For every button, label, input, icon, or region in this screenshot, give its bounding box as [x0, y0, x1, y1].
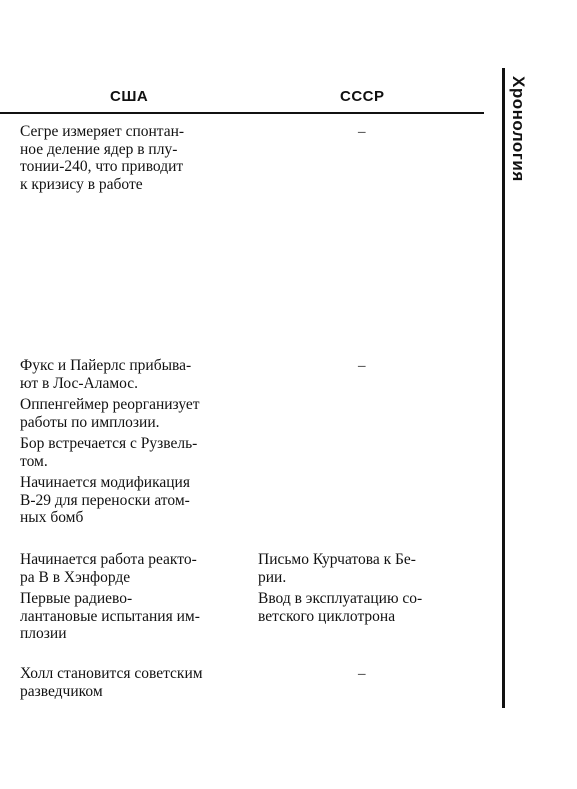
usa-paragraph	[20, 357, 252, 392]
text-line: плозии	[20, 625, 67, 642]
text-line: Сегре измеряет спонтан-	[20, 123, 185, 140]
usa-paragraph	[20, 551, 252, 586]
text-line: разведчиком	[20, 682, 103, 700]
text-line: к кризису в работе	[20, 175, 143, 193]
column-header-ussr: СССР	[340, 88, 385, 105]
side-title: Хронология	[509, 76, 528, 182]
ussr-paragraph	[258, 590, 484, 625]
ussr-paragraph	[258, 551, 484, 586]
usa-entry-1	[20, 123, 252, 197]
ussr-dash-4: –	[358, 666, 366, 682]
usa-paragraph	[20, 123, 252, 193]
text-line: лантановые испытания им-	[20, 607, 200, 625]
text-line: Оппенгеймер реорганизует	[20, 396, 200, 413]
header-rule	[0, 112, 484, 114]
text-line: Ввод в эксплуатацию со-	[258, 590, 423, 607]
usa-entry-2	[20, 357, 252, 531]
usa-paragraph	[20, 665, 252, 700]
text-line: рии.	[258, 568, 287, 586]
usa-paragraph	[20, 590, 252, 643]
usa-paragraph	[20, 474, 252, 527]
text-line: ных бомб	[20, 509, 84, 526]
ussr-dash-2: –	[358, 358, 366, 374]
text-line: B-29 для переноски атом-	[20, 491, 190, 509]
ussr-dash-1: –	[358, 124, 366, 140]
usa-entry-4	[20, 665, 252, 704]
text-line: Письмо Курчатова к Бе-	[258, 551, 416, 568]
text-line: ное деление ядер в плу-	[20, 140, 178, 158]
text-line: ра В в Хэнфорде	[20, 568, 131, 586]
usa-entry-3	[20, 551, 252, 647]
text-line: тонии-240, что приводит	[20, 158, 184, 175]
text-line: работы по имплозии.	[20, 413, 160, 431]
text-line: Фукс и Пайерлс прибыва-	[20, 357, 192, 374]
text-line: ют в Лос-Аламос.	[20, 374, 139, 392]
usa-paragraph	[20, 435, 252, 470]
column-header-usa: США	[110, 88, 149, 105]
text-line: Первые радиево-	[20, 590, 133, 607]
side-rule	[502, 68, 505, 708]
ussr-entry-3	[258, 551, 484, 629]
usa-paragraph	[20, 396, 252, 431]
text-line: Начинается модификация	[20, 474, 190, 491]
text-line: Холл становится советским	[20, 665, 203, 682]
text-line: Бор встречается с Рузвель-	[20, 435, 198, 452]
text-line: ветского циклотрона	[258, 607, 396, 625]
text-line: том.	[20, 452, 48, 470]
text-line: Начинается работа реакто-	[20, 551, 197, 568]
